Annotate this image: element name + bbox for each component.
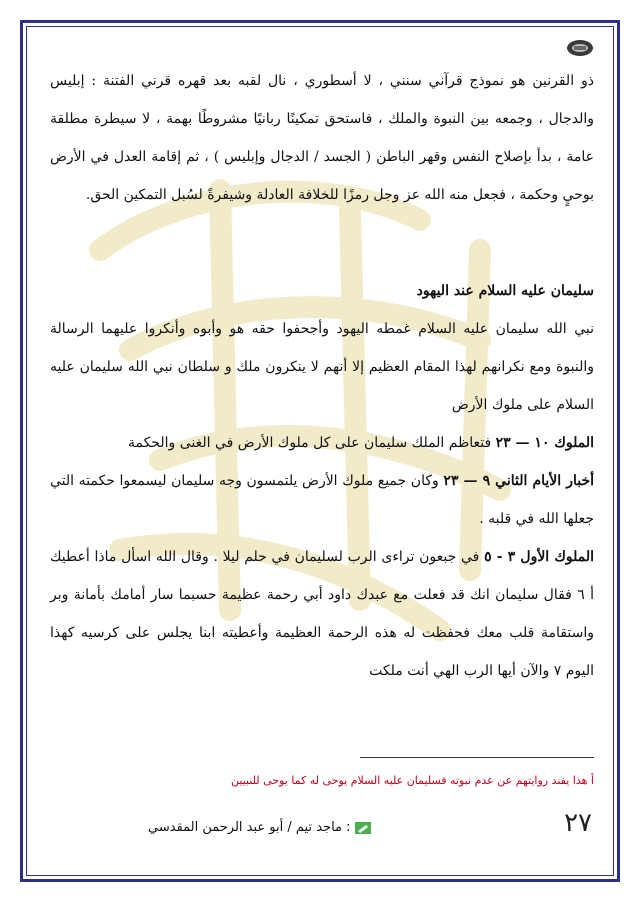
kings-text: فتعاظم الملك سليمان على كل ملوك الأرض في الغنى والحكمة — [127, 435, 496, 451]
paragraph-intro: ذو القرنين هو نموذج قرآني سنني ، لا أسطوري ، نال لقبه بعد قهره قرني الفتنة : إبليس والدجال ، وجمعه بين النبوة والملك ، فاستحق تمكينًا ربانيًا مشروطًا بهمة ، لا سيطرة مطلقة عامة ، بدأ بإصلاح النفس وقهر الباطن ( الجسد / الدجال وإبليس ) ، ثم إقامة العدل في الأرض بوحيٍ وحكمة ، فجعل منه الله عز وجل رمزًا للخلافة العادلة وشيفرةً لسُبل التمكين الحق. — [50, 73, 594, 203]
paragraph-first-kings — [50, 538, 594, 690]
footnote-separator — [360, 757, 594, 758]
author-credit — [148, 820, 371, 835]
pen-icon — [355, 822, 371, 834]
paragraph-kings — [50, 424, 594, 462]
chronicles-reference: أخبار الأيام الثاني ٩ — ٢٣ — [443, 473, 595, 489]
page-number: ٢٧ — [564, 808, 592, 838]
page-footer — [48, 808, 592, 848]
paragraph-solomon: نبي الله سليمان عليه السلام غمطه اليهود وأجحفوا حقه هو وأبوه وأنكروا عليهما الرسالة والنبوة ومع نكرانهم لهذا المقام العظيم إلا أنهم لا ينكرون ملك و سلطان نبي الله سليمان عليه السلام على ملوك الأرض — [50, 321, 594, 413]
author-name: : ماجد تيم / أبو عبد الرحمن المقدسي — [148, 820, 351, 835]
first-kings-text: في جبعون تراءى الرب لسليمان في حلم ليلا . وقال الله اسأل ماذا أعطيك أ ٦ فقال سليمان انك قد فعلت مع عبدك داود أبي رحمة عظيمة حسبما سار أمامك بأمانة وبر واستقامة قلب معك فحفظت له هذه الرحمة العظيمة وأعطيته ابنا يجلس على كرسيه كهذا اليوم ٧ والآن أيها الرب الهي أنت ملكت — [50, 549, 594, 679]
footnote: أ هذا يفند روايتهم عن عدم نبوته فسليمان عليه السلام يوحى له كما يوحى للنبيين — [230, 774, 594, 787]
page-content — [50, 62, 594, 690]
section-heading: سليمان عليه السلام عند اليهود — [416, 283, 594, 299]
chronicles-text: وكان جميع ملوك الأرض يلتمسون وجه سليمان ليسمعوا حكمته التي جعلها الله في قلبه . — [50, 473, 594, 527]
paragraph-chronicles — [50, 462, 594, 538]
kings-reference: الملوك ١٠ — ٢٣ — [495, 435, 594, 451]
book-icon — [566, 38, 594, 58]
first-kings-reference: الملوك الأول ٣ - ٥ — [484, 549, 594, 565]
